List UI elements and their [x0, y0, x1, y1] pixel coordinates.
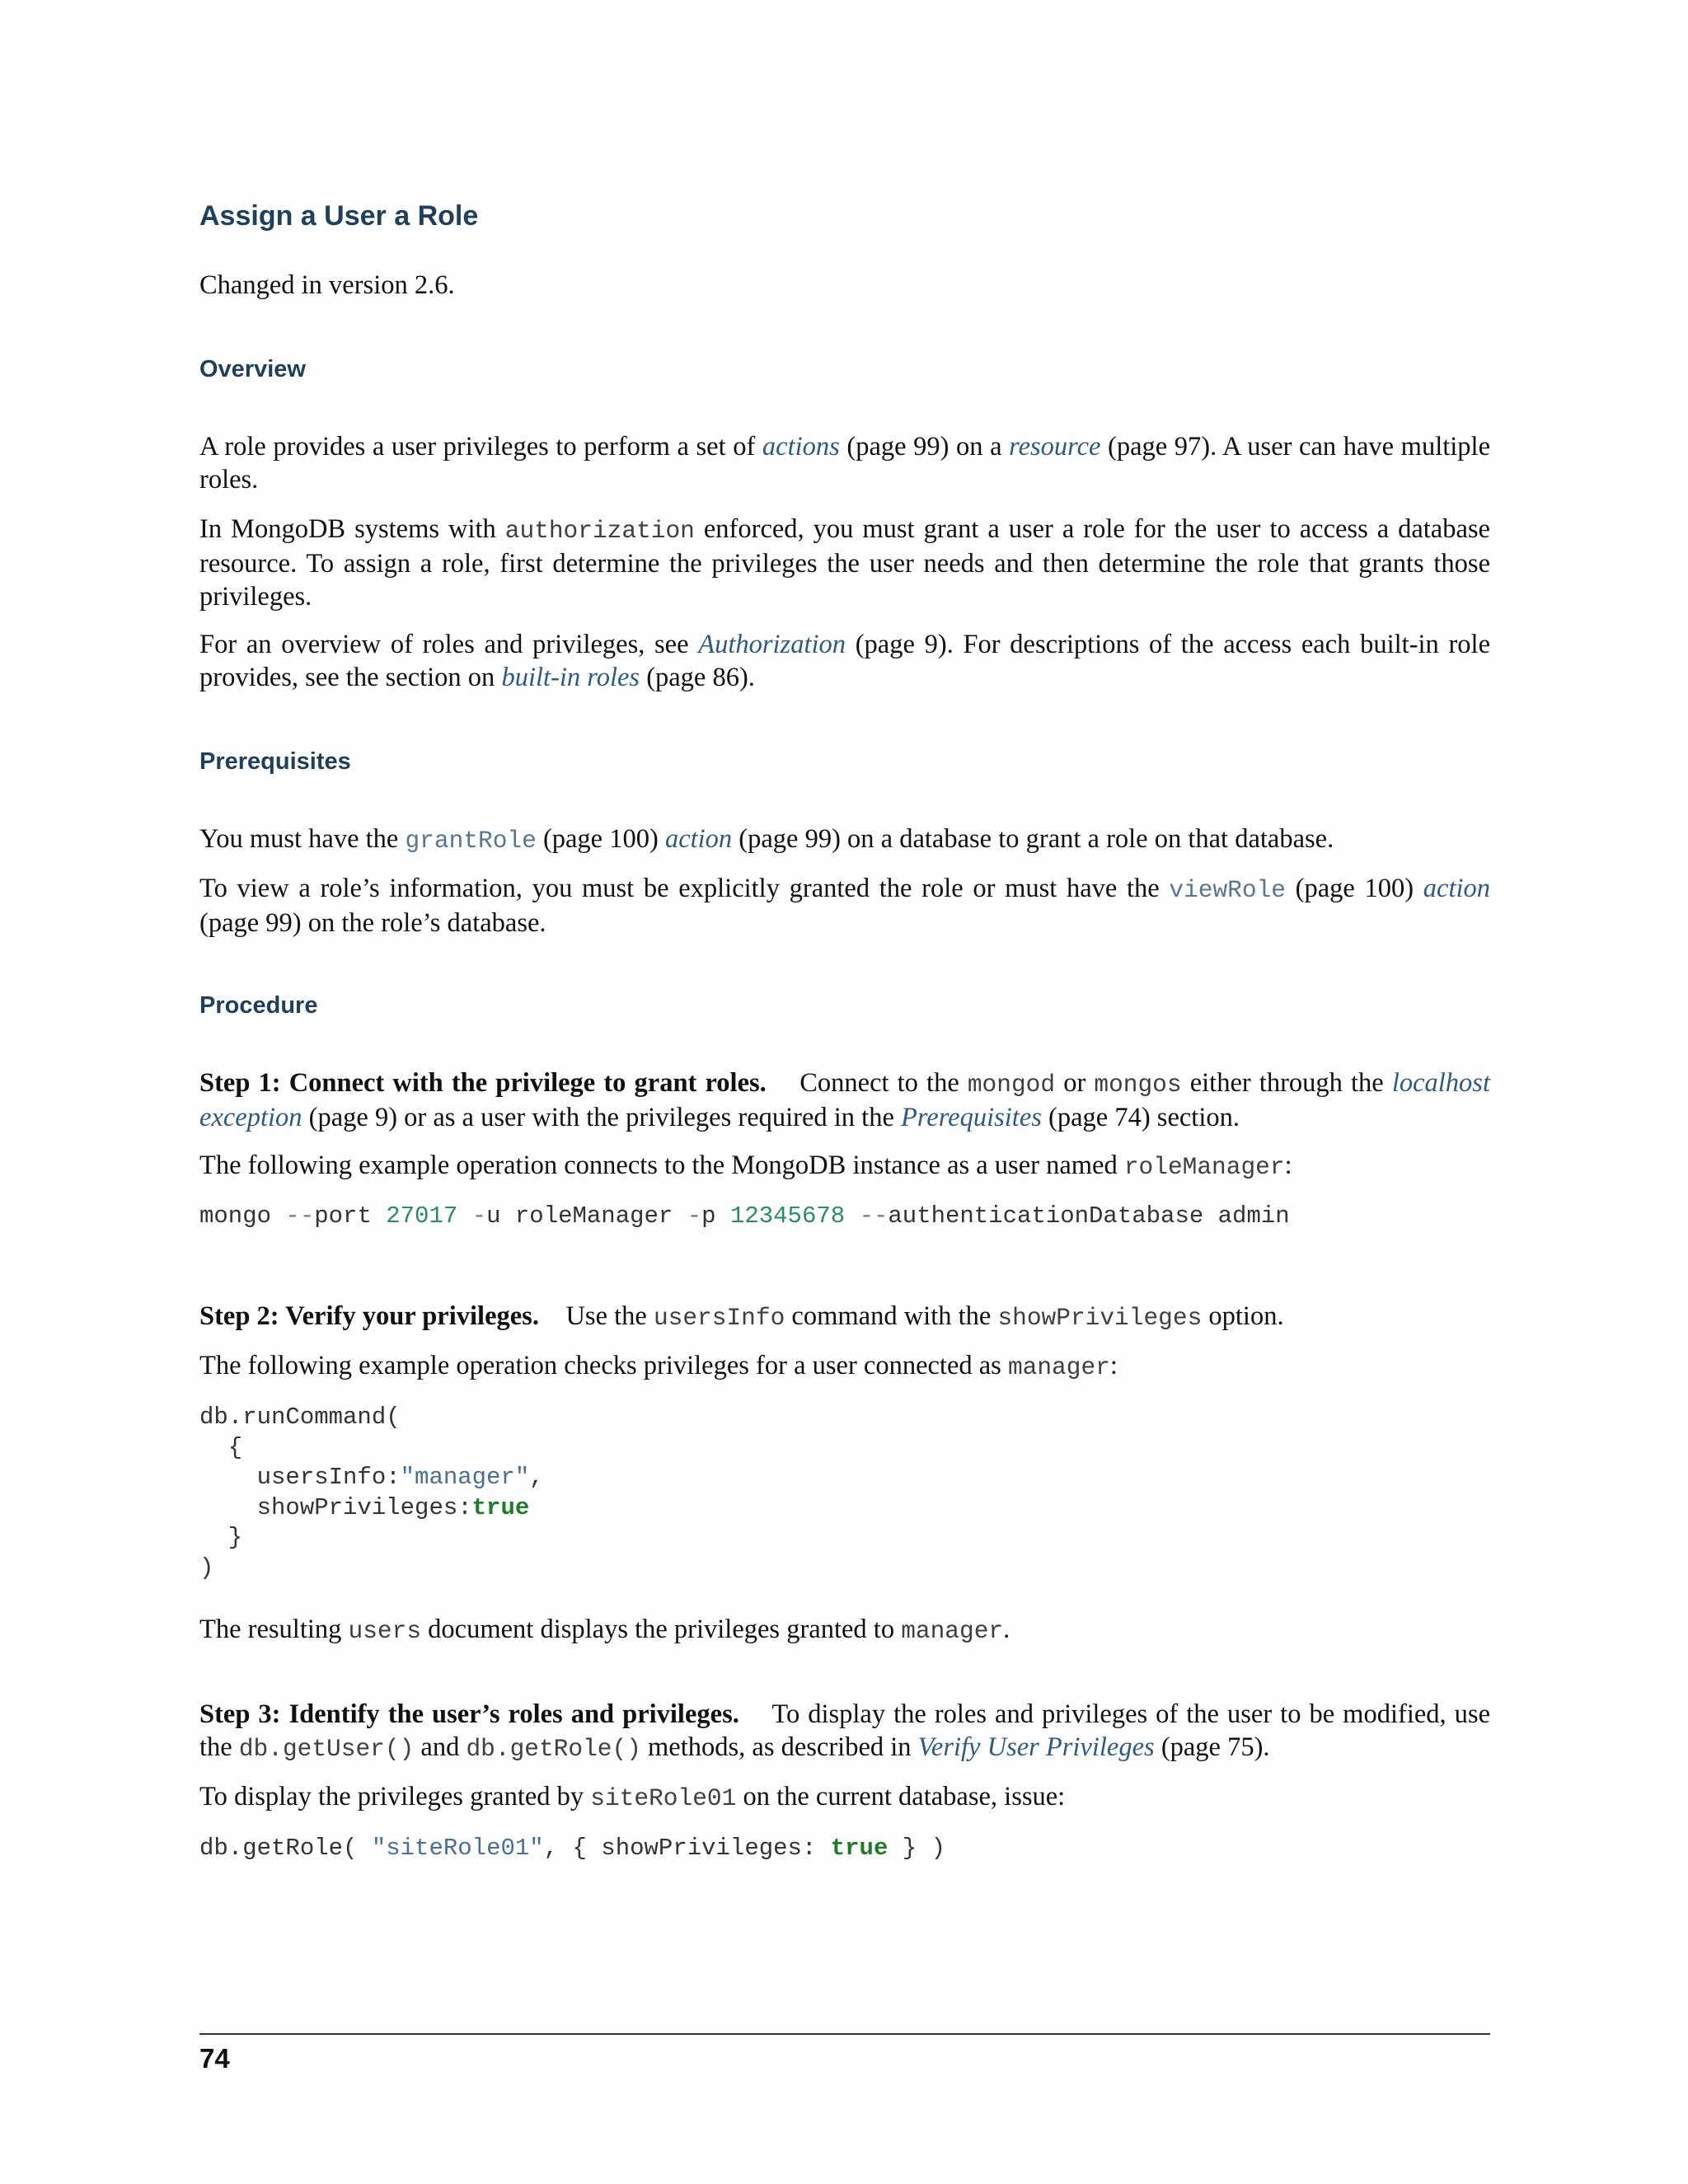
step-1-paragraph: Step 1: Connect with the privilege to grant roles. Connect to the mongod or mongos either through the localhost exception (page 9) or as a user with the privileges required in the Prerequisites (page 74) section. — [199, 1068, 1490, 1132]
code-block-getrole: db.getRole( "siteRole01", { showPrivileges: true } ) — [199, 1835, 945, 1862]
overview-paragraph-1: A role provides a user privileges to perform a set of actions (page 99) on a resource (page 97). A user can have multiple roles. — [199, 432, 1490, 494]
section-heading-overview: Overview — [199, 356, 306, 382]
verify-user-privileges-link[interactable]: Verify User Privileges — [917, 1732, 1155, 1762]
footer-rule — [199, 2033, 1490, 2035]
prerequisites-link[interactable]: Prerequisites — [901, 1103, 1042, 1132]
overview-paragraph-3: For an overview of roles and privileges, see Authorization (page 9). For descriptions of the access each built-in role provides, see the section on built-in roles (page 86). — [199, 630, 1491, 692]
step-2-label: Step 2: Verify your privileges. — [199, 1301, 539, 1331]
code-block-runcommand: db.runCommand( { usersInfo:"manager", showPrivileges:true } ) — [199, 1404, 544, 1582]
step-3-example-intro: To display the privileges granted by siteRole01 on the current database, issue: — [199, 1782, 1066, 1812]
step-3-paragraph: Step 3: Identify the user’s roles and privileges. To display the roles and privileges of the user to be modified, use the db.getUser() and db.getRole() methods, as described in Verify User Privileges (page 75). — [199, 1699, 1490, 1763]
overview-paragraph-2: In MongoDB systems with authorization enforced, you must grant a user a role for the user to access a database resource. To assign a role, first determine the privileges the user needs and then determine the role that grants those privileges. — [199, 514, 1490, 612]
actions-link[interactable]: actions — [762, 432, 840, 462]
step-2-paragraph: Step 2: Verify your privileges. Use the usersInfo command with the showPrivileges option. — [199, 1301, 1284, 1332]
section-heading-procedure: Procedure — [199, 992, 318, 1019]
action-link[interactable]: action — [664, 824, 733, 854]
section-heading-prerequisites: Prerequisites — [199, 748, 351, 775]
page-number: 74 — [199, 2043, 230, 2074]
resource-link[interactable]: resource — [1009, 432, 1101, 462]
page-title: Assign a User a Role — [199, 200, 479, 232]
action-link[interactable]: action — [1423, 874, 1490, 903]
prerequisites-paragraph-1: You must have the grantRole (page 100) action (page 99) on a database to grant a role on that database. — [199, 824, 1334, 855]
step-1-example-intro: The following example operation connects to the MongoDB instance as a user named roleManager: — [199, 1151, 1292, 1181]
grantrole-link[interactable]: grantRole — [405, 827, 537, 855]
viewrole-link[interactable]: viewRole — [1169, 876, 1286, 904]
step-2-example-intro: The following example operation checks privileges for a user connected as manager: — [199, 1351, 1118, 1381]
built-in-roles-link[interactable]: built-in roles — [501, 663, 640, 692]
authorization-link[interactable]: Authorization — [698, 630, 846, 659]
step-1-label: Step 1: Connect with the privilege to grant roles. — [199, 1068, 767, 1098]
inline-code: authorization — [504, 517, 695, 545]
prerequisites-paragraph-2: To view a role’s information, you must be explicitly granted the role or must have the viewRole (page 100) action (page 99) on the role’s database. — [199, 874, 1490, 938]
localhost-exception-link[interactable]: localhost exception — [199, 1068, 1490, 1132]
code-block-connect: mongo --port 27017 -u roleManager -p 12345678 --authenticationDatabase admin — [199, 1202, 1290, 1230]
step-3-label: Step 3: Identify the user’s roles and privileges. — [199, 1699, 739, 1729]
version-note: Changed in version 2.6. — [199, 270, 455, 300]
step-2-result: The resulting users document displays the privileges granted to manager. — [199, 1615, 1010, 1645]
